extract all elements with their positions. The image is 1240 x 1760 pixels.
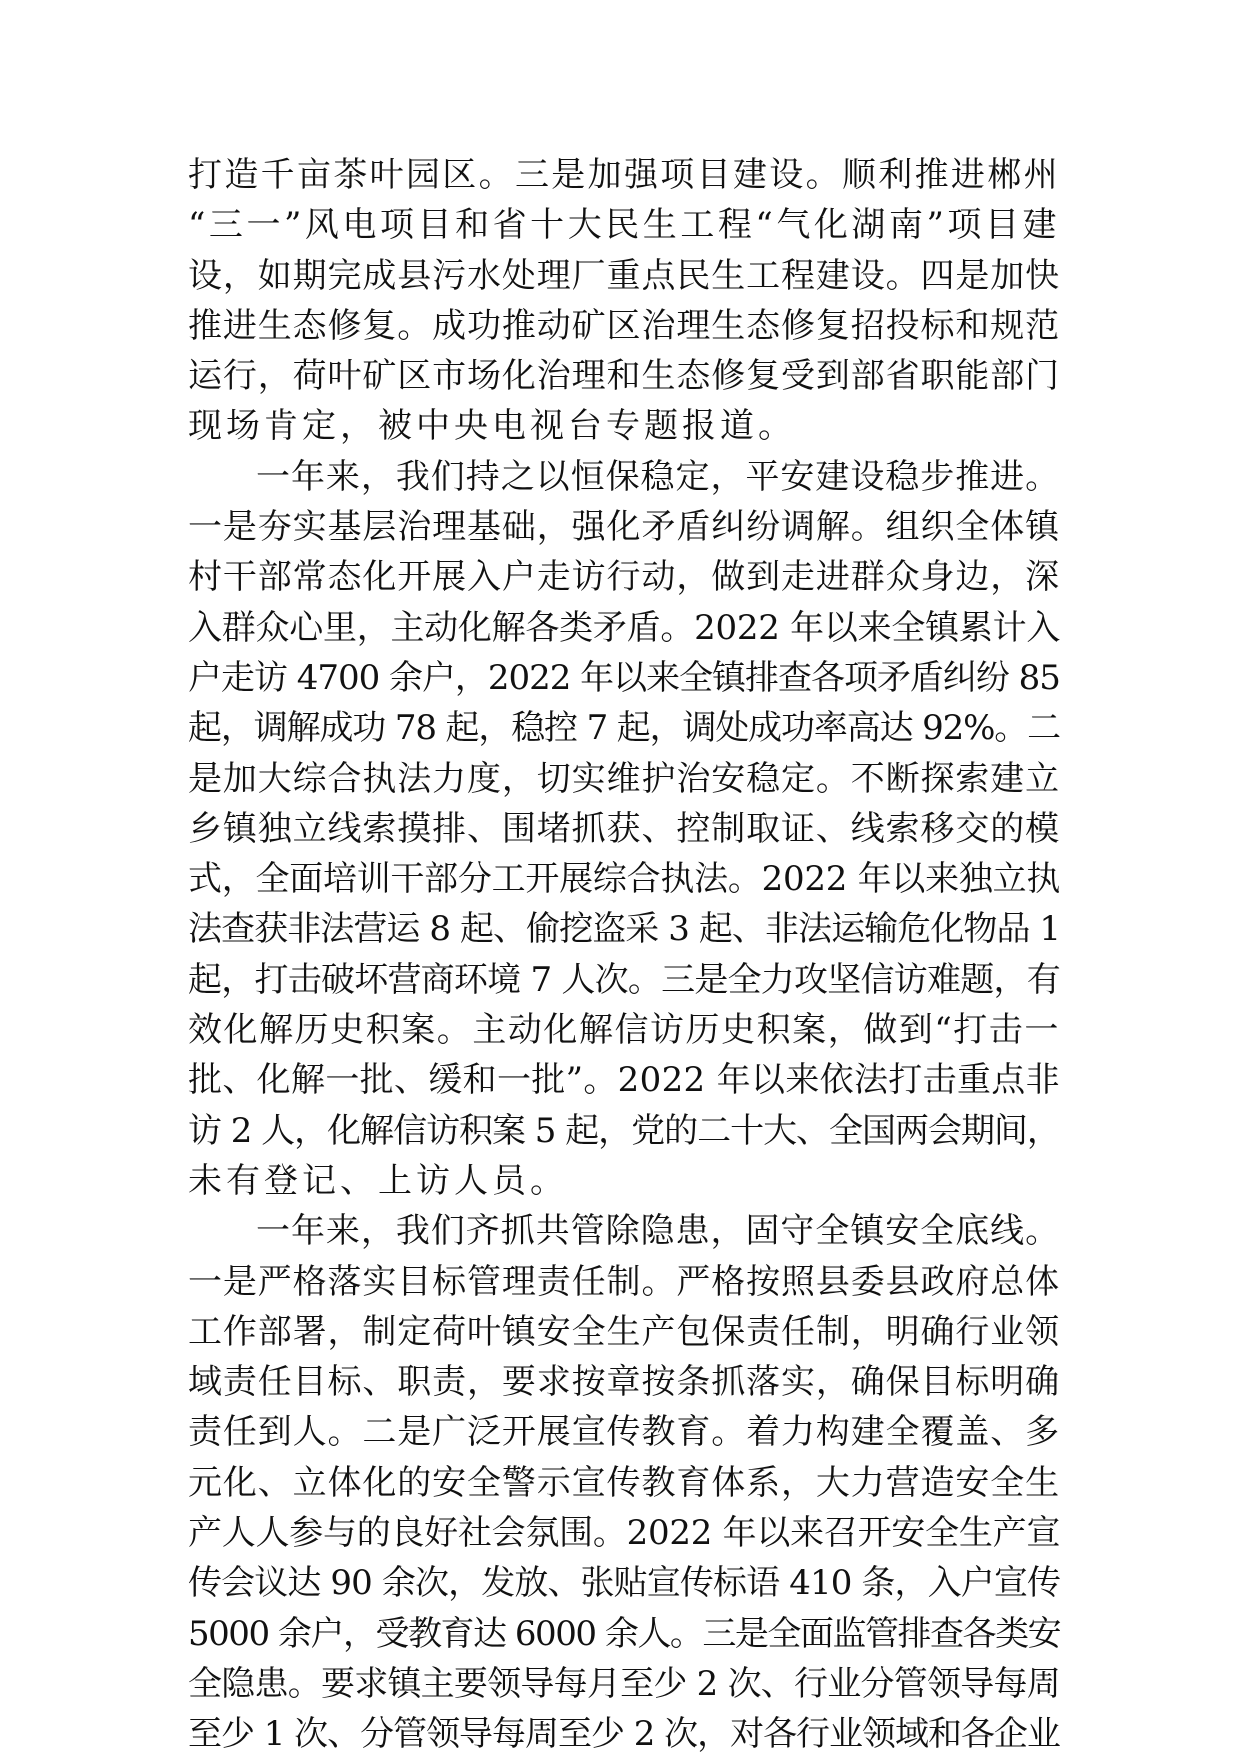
text-line: 乡镇独立线索摸排、围堵抓获、控制取证、线索移交的模	[188, 808, 1060, 849]
text-line: 运行，荷叶矿区市场化治理和生态修复受到部省职能部门	[188, 356, 1060, 397]
text-line: 起，打击破坏营商环境 7 人次。三是全力攻坚信访难题，有	[188, 959, 1060, 1000]
text-line: 访 2 人，化解信访积案 5 起，党的二十大、全国两会期间，	[188, 1110, 1060, 1151]
text-line: 入群众心里，主动化解各类矛盾。2022 年以来全镇累计入	[188, 607, 1061, 648]
paragraph-stability	[188, 452, 1060, 1206]
text-line: 式，全面培训干部分工开展综合执法。2022 年以来独立执	[188, 859, 1061, 900]
text-line: “三一”风电项目和省十大民生工程“气化湖南”项目建	[188, 205, 1061, 246]
text-line: 至少 1 次、分管领导每周至少 2 次，对各行业领域和各企业	[188, 1714, 1060, 1755]
text-line: 5000 余户，受教育达 6000 余人。三是全面监管排查各类安	[188, 1613, 1061, 1654]
text-line: 设，如期完成县污水处理厂重点民生工程建设。四是加快	[188, 255, 1060, 296]
text-line: 一是严格落实目标管理责任制。严格按照县委县政府总体	[188, 1261, 1060, 1302]
text-line: 打造千亩茶叶园区。三是加强项目建设。顺利推进郴州	[188, 155, 1060, 195]
text-line: 责任到人。二是广泛开展宣传教育。着力构建全覆盖、多	[188, 1412, 1060, 1453]
text-line: 产人人参与的良好社会氛围。2022 年以来召开安全生产宣	[188, 1513, 1061, 1554]
text-line: 域责任目标、职责，要求按章按条抓落实，确保目标明确	[188, 1362, 1060, 1403]
text-line: 工作部署，制定荷叶镇安全生产包保责任制，明确行业领	[188, 1311, 1060, 1352]
paragraph-safety	[188, 1206, 1060, 1759]
text-line: 批、化解一批、缓和一批”。2022 年以来依法打击重点非	[188, 1060, 1060, 1101]
document-page	[188, 150, 1060, 1760]
text-line: 起，调解成功 78 起，稳控 7 起，调处成功率高达 92%。二	[188, 708, 1061, 749]
text-line: 户走访 4700 余户，2022 年以来全镇排查各项矛盾纠纷 85	[188, 657, 1060, 698]
text-line: 元化、立体化的安全警示宣传教育体系，大力营造安全生	[188, 1462, 1060, 1503]
text-line: 效化解历史积案。主动化解信访历史积案，做到“打击一	[188, 1010, 1060, 1051]
text-line: 推进生态修复。成功推动矿区治理生态修复招投标和规范	[188, 305, 1060, 346]
text-line: 传会议达 90 余次，发放、张贴宣传标语 410 条，入户宣传	[188, 1563, 1061, 1604]
text-line: 村干部常态化开展入户走访行动，做到走进群众身边，深	[188, 557, 1060, 598]
text-line: 现场肯定，被中央电视台专题报道。	[188, 406, 796, 447]
paragraph-projects	[188, 150, 1060, 452]
text-line: 一年来，我们持之以恒保稳定，平安建设稳步推进。	[256, 456, 1061, 497]
text-line: 一年来，我们齐抓共管除隐患，固守全镇安全底线。	[256, 1211, 1061, 1252]
text-line: 一是夯实基层治理基础，强化矛盾纠纷调解。组织全体镇	[188, 507, 1060, 548]
text-line: 全隐患。要求镇主要领导每月至少 2 次、行业分管领导每周	[188, 1663, 1060, 1704]
text-line: 未有登记、上访人员。	[188, 1160, 568, 1201]
text-line: 是加大综合执法力度，切实维护治安稳定。不断探索建立	[188, 758, 1060, 799]
text-line: 法查获非法营运 8 起、偷挖盗采 3 起、非法运输危化物品 1	[188, 909, 1061, 950]
